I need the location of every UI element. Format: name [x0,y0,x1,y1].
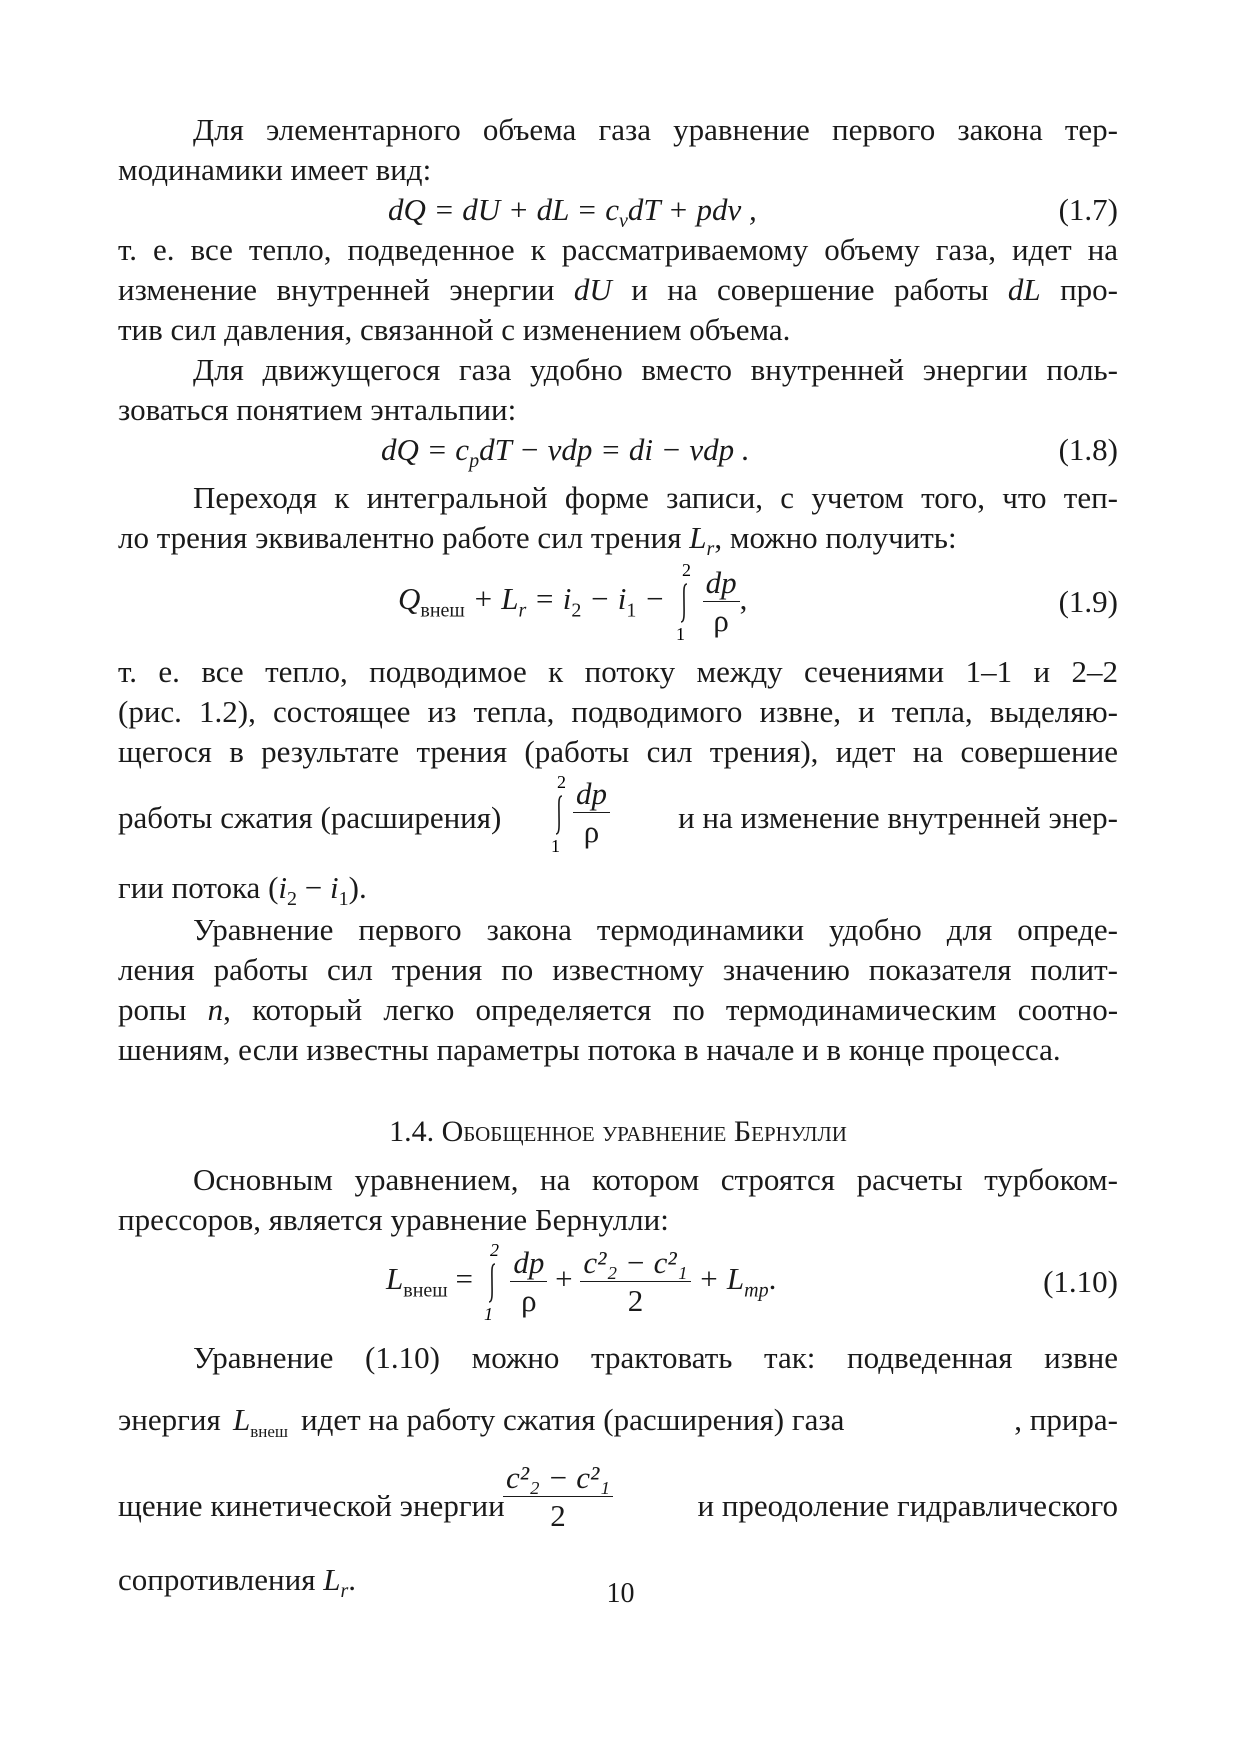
eq1-10-fraction-dp: $\frac{dp}{\rho}$ [510,1245,547,1320]
para2-line1: т. е. все тепло, подведенное к рассматриваемому объему газа, идет на [118,232,1118,267]
equation-1-9 [118,560,1118,652]
para5-int-upper: 2 [557,774,566,792]
eq1-7-number: (1.7) [1058,192,1118,227]
page-number: 10 [606,1578,635,1609]
para8-line1: Уравнение (1.10) можно трактовать так: подведенная извне [193,1340,1118,1375]
equation-1-7 [118,190,1118,233]
eq1-9-formula: $Q_{внеш} + L_r = i_2 - i_1$ − 2 1 $\frac{dp}{\rho}$ , [398,562,748,642]
para6-line2: ления работы сил трения по известному значению показателя полит- [118,952,1118,987]
para8-fraction: $\frac{\text{c²₂ − c²₁}}{2}$ [503,1460,613,1535]
equation-1-10 [118,1240,1118,1334]
para5-line5: гии потока $(i_2 - i_1)$. [118,870,367,911]
para5-line1: т. е. все тепло, подводимое к потоку между сечениями 1–1 и 2–2 [118,654,1118,689]
eq1-9-fraction: $\frac{dp}{\rho}$ [703,565,740,640]
para6-line3: ропы n, который легко определяется по термодинамическим соотно- [118,992,1119,1027]
para5-line3: щегося в результате трения (работы сил трения), идет на совершение [118,734,1118,769]
equation-1-8 [118,430,1118,473]
para5-integral [548,774,570,854]
eq1-10-int-upper: 2 [489,1242,499,1260]
para3-line1: Для движущегося газа удобно вместо внутренней энергии поль- [193,352,1118,387]
para5-fraction: $\frac{dp}{\rho}$ [573,776,610,851]
eq1-9-int-upper: 2 [681,562,691,580]
eq1-10-number: (1.10) [1043,1264,1118,1299]
para3-line2: зоваться понятием энтальпии: [118,392,517,427]
para1-line2: модинамики имеет вид: [118,152,432,187]
eq1-8-formula: dQ = $c_pdT$ − vdp = di − vdp . [381,432,750,473]
eq1-9-number: (1.9) [1058,584,1118,619]
page-body [118,110,1119,1603]
para6-line1: Уравнение первого закона термодинамики удобно для опреде- [193,912,1118,947]
para5-int-lower: 1 [551,836,560,854]
para7-line1: Основным уравнением, на котором строятся расчеты турбоком- [193,1162,1118,1197]
eq1-10-integral [481,1242,503,1322]
para8-line2: энергия $L_{внеш}$ идет на работу сжатия (расширения) газа , прира- [118,1402,1118,1442]
eq1-10-int-lower: 1 [483,1304,493,1322]
eq1-8-number: (1.8) [1058,432,1118,467]
para4-line1: Переходя к интегральной форме записи, с учетом того, что теп- [193,480,1118,515]
para4-line2: ло трения эквивалентно работе сил трения $L_r$, можно получить: [118,520,957,561]
section-heading: 1.4. Обобщенное уравнение Бернулли [389,1115,847,1148]
para5-line2: (рис. 1.2), состоящее из тепла, подводимого извне, и тепла, выделяю- [118,694,1118,729]
para2-line3: тив сил давления, связанной с изменением объема. [118,312,791,347]
eq1-9-integral [673,562,695,642]
para5-line4: работы сжатия (расширения) 2 1 $\frac{dp}{\rho}$ и на изменение внутренней энер- [118,774,1118,854]
eq1-9-int-lower: 1 [675,624,685,642]
eq1-10-fraction-kinetic: $\frac{\text{c²₂ − c²₁}}{2}$ [580,1245,690,1320]
eq1-10-formula: $L_{внеш}$ = 2 1 $\frac{dp}{\rho}$ + $\frac{\text{c²₂ − c²₁}}{2}$ + $L_{тр}$. [386,1242,777,1322]
para8-line3: щение кинетической энергии $\frac{\text{c²₂ − c²₁}}{2}$ и преодоление гидравлического [118,1460,1118,1533]
para1-line1: Для элементарного объема газа уравнение первого закона тер- [193,112,1118,147]
para7-line2: прессоров, является уравнение Бернулли: [118,1202,669,1237]
para2-line2: изменение внутренней энергии dU и на совершение работы dL про- [118,272,1119,307]
eq1-7-formula: dQ = dU + dL = $c_vdT$ + pdv , [388,192,757,233]
para8-line4: сопротивления $L_r$. [118,1562,357,1603]
para6-line4: шениям, если известны параметры потока в начале и в конце процесса. [118,1032,1061,1067]
